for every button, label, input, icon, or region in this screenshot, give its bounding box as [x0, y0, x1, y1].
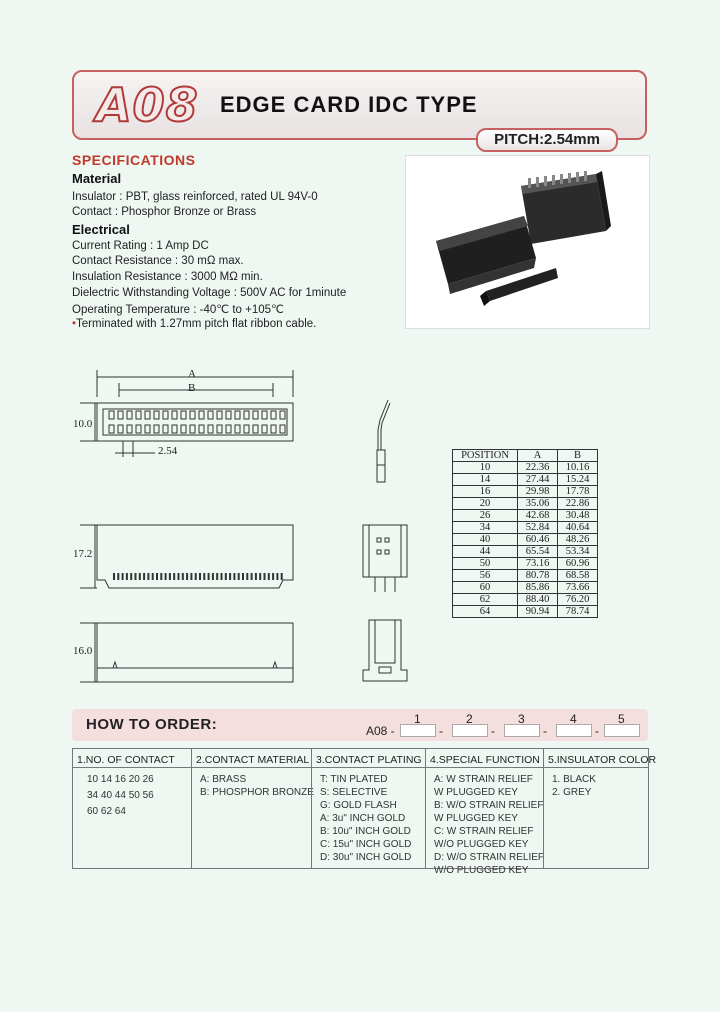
contact-slot	[271, 425, 276, 433]
contact-slot	[172, 411, 177, 419]
table-row	[453, 534, 598, 546]
contact-tine	[126, 573, 128, 580]
electrical-line: Current Rating : 1 Amp DC	[72, 240, 209, 252]
contact-slot	[226, 425, 231, 433]
contact-tine	[182, 573, 184, 580]
order-separator: -	[543, 724, 547, 738]
dimension-b-cell: 30.48	[558, 510, 598, 522]
contact-tine	[246, 573, 248, 580]
order-slot-number: 3	[518, 712, 525, 726]
contact-tine	[122, 573, 124, 580]
product-photo	[405, 155, 650, 329]
dimension-a-cell: 88.40	[518, 594, 558, 606]
order-option: W/O PLUGGED KEY	[434, 865, 529, 876]
contact-slot	[208, 411, 213, 419]
electrical-line: Contact Resistance : 30 mΩ max.	[72, 255, 244, 267]
order-slot-number: 4	[570, 712, 577, 726]
contact-slot	[163, 411, 168, 419]
contact-slot	[244, 425, 249, 433]
dimension-b-cell: 15.24	[558, 474, 598, 486]
order-option: S: SELECTIVE	[320, 787, 388, 798]
contact-slot	[136, 411, 141, 419]
contact-slot	[208, 425, 213, 433]
order-slot-number: 2	[466, 712, 473, 726]
order-option: D: 30u" INCH GOLD	[320, 852, 412, 863]
order-separator: -	[595, 724, 599, 738]
order-option: A: BRASS	[200, 774, 247, 785]
order-option: G: GOLD FLASH	[320, 800, 397, 811]
contact-tine	[199, 573, 201, 580]
order-option: C: W STRAIN RELIEF	[434, 826, 534, 837]
contact-tine	[139, 573, 141, 580]
dimension-a-cell: 22.36	[518, 462, 558, 474]
contact-slot	[136, 425, 141, 433]
contact-tine	[281, 573, 283, 580]
position-dimension-table	[452, 449, 598, 618]
order-column-heading: 1.NO. OF CONTACT	[77, 754, 175, 766]
specifications-heading: SPECIFICATIONS	[72, 152, 196, 168]
dimension-a-cell: 90.94	[518, 606, 558, 618]
contact-tine	[165, 573, 167, 580]
contact-slot	[253, 411, 258, 419]
order-separator: -	[491, 724, 495, 738]
contact-slot	[217, 425, 222, 433]
contact-slot	[154, 411, 159, 419]
position-cell: 20	[453, 498, 518, 510]
order-option: W PLUGGED KEY	[434, 813, 518, 824]
position-cell: 62	[453, 594, 518, 606]
order-separator: -	[439, 724, 443, 738]
how-to-order-title: HOW TO ORDER:	[86, 716, 218, 733]
column-header: B	[558, 450, 598, 462]
table-row	[453, 522, 598, 534]
contact-slot	[118, 411, 123, 419]
order-column-3	[311, 749, 425, 868]
contact-slot	[280, 411, 285, 419]
dimension-a-cell: 73.16	[518, 558, 558, 570]
dimension-a-cell: 42.68	[518, 510, 558, 522]
table-row	[453, 462, 598, 474]
dimension-a-cell: 52.84	[518, 522, 558, 534]
table-row	[453, 558, 598, 570]
contact-tine	[152, 573, 154, 580]
contact-tine	[272, 573, 274, 580]
contact-tine	[186, 573, 188, 580]
table-row	[453, 474, 598, 486]
contact-slot	[217, 411, 222, 419]
contact-slot	[145, 411, 150, 419]
dimension-a-cell: 60.46	[518, 534, 558, 546]
column-header: A	[518, 450, 558, 462]
contact-slot	[226, 411, 231, 419]
position-cell: 26	[453, 510, 518, 522]
contact-slot	[163, 425, 168, 433]
position-cell: 10	[453, 462, 518, 474]
contact-slot	[262, 425, 267, 433]
position-cell: 34	[453, 522, 518, 534]
dimension-b-cell: 60.96	[558, 558, 598, 570]
contact-tine	[190, 573, 192, 580]
order-column-heading: 3.CONTACT PLATING	[316, 754, 422, 766]
contact-slot	[127, 425, 132, 433]
contact-slot	[109, 425, 114, 433]
contact-tine	[169, 573, 171, 580]
contact-tine	[229, 573, 231, 580]
contact-tine	[117, 573, 119, 580]
order-option: 60 62 64	[87, 806, 126, 817]
contact-slot	[253, 425, 258, 433]
electrical-line: Dielectric Withstanding Voltage : 500V AC for 1minute	[72, 287, 347, 299]
cover-end-drawing	[355, 615, 415, 685]
contact-tine	[221, 573, 223, 580]
dimension-a-cell: 27.44	[518, 474, 558, 486]
order-option: 2. GREY	[552, 787, 592, 798]
order-option: A: 3u" INCH GOLD	[320, 813, 406, 824]
position-cell: 14	[453, 474, 518, 486]
dimension-a-cell: 85.86	[518, 582, 558, 594]
position-cell: 50	[453, 558, 518, 570]
order-option: C: 15u" INCH GOLD	[320, 839, 412, 850]
dimension-a-label: A	[188, 368, 196, 380]
dimension-16-label: 16.0	[73, 645, 93, 657]
order-option: B: 10u" INCH GOLD	[320, 826, 411, 837]
table-row	[453, 486, 598, 498]
order-column-2	[191, 749, 314, 868]
order-option: B: W/O STRAIN RELIEF	[434, 800, 544, 811]
contact-slot	[172, 425, 177, 433]
dimension-b-cell: 40.64	[558, 522, 598, 534]
contact-tine	[135, 573, 137, 580]
contact-tine	[216, 573, 218, 580]
order-slot-number: 5	[618, 712, 625, 726]
contact-tine	[238, 573, 240, 580]
contact-tine	[160, 573, 162, 580]
dimension-17-label: 17.2	[73, 548, 93, 560]
dimension-b-label: B	[188, 382, 196, 394]
position-cell: 16	[453, 486, 518, 498]
dimension-height-label: 10.0	[73, 418, 93, 430]
order-option: 10 14 16 20 26	[87, 774, 154, 785]
contact-slot	[127, 411, 132, 419]
contact-slot	[181, 411, 186, 419]
dimension-b-cell: 76.20	[558, 594, 598, 606]
order-column-heading: 5.INSULATOR COLOR	[548, 754, 657, 766]
order-option: A: W STRAIN RELIEF	[434, 774, 533, 785]
dimension-pitch-label: 2.54	[158, 445, 178, 457]
order-code-prefix: A08 -	[366, 724, 395, 738]
contact-tine	[255, 573, 257, 580]
contact-slot	[262, 411, 267, 419]
table-header-row	[453, 450, 598, 462]
series-logo: A08	[96, 78, 199, 132]
order-option: 1. BLACK	[552, 774, 596, 785]
contact-tine	[259, 573, 261, 580]
dimension-a-cell: 35.06	[518, 498, 558, 510]
table-row	[453, 498, 598, 510]
contact-tine	[268, 573, 270, 580]
contact-tine	[251, 573, 253, 580]
position-cell: 56	[453, 570, 518, 582]
order-options-table	[72, 748, 657, 876]
contact-tine	[212, 573, 214, 580]
position-cell: 64	[453, 606, 518, 618]
contact-tine	[113, 573, 115, 580]
contact-tine	[233, 573, 235, 580]
material-line: Contact : Phosphor Bronze or Brass	[72, 206, 257, 218]
order-option: T: TIN PLATED	[320, 774, 388, 785]
electrical-heading: Electrical	[72, 222, 130, 237]
position-cell: 40	[453, 534, 518, 546]
note-bullet: •	[72, 318, 77, 330]
order-column-heading: 2.CONTACT MATERIAL	[196, 754, 310, 766]
contact-tine	[225, 573, 227, 580]
contact-tine	[143, 573, 145, 580]
contact-slot	[235, 425, 240, 433]
contact-slot	[199, 411, 204, 419]
dimension-b-cell: 53.34	[558, 546, 598, 558]
dimension-b-cell: 22.86	[558, 498, 598, 510]
material-heading: Material	[72, 171, 122, 186]
side-profile-drawing	[360, 395, 400, 490]
contact-slot	[235, 411, 240, 419]
column-header: POSITION	[453, 450, 518, 462]
order-column-heading: 4.SPECIAL FUNCTION	[430, 754, 540, 766]
dimension-b-cell: 10.16	[558, 462, 598, 474]
contact-slot	[199, 425, 204, 433]
page-title: EDGE CARD IDC TYPE	[220, 92, 478, 117]
position-cell: 44	[453, 546, 518, 558]
dimension-a-cell: 80.78	[518, 570, 558, 582]
table-row	[453, 606, 598, 618]
contact-tine	[156, 573, 158, 580]
dimension-b-cell: 48.26	[558, 534, 598, 546]
contact-tine	[130, 573, 132, 580]
contact-slot	[190, 425, 195, 433]
dimension-b-cell: 17.78	[558, 486, 598, 498]
contact-tine	[147, 573, 149, 580]
table-row	[453, 582, 598, 594]
order-option: D: W/O STRAIN RELIEF	[434, 852, 545, 863]
dimension-b-cell: 78.74	[558, 606, 598, 618]
top-view-drawing	[75, 365, 305, 465]
contact-slot	[244, 411, 249, 419]
contact-slot	[109, 411, 114, 419]
electrical-line: Operating Temperature : -40℃ to +105℃	[72, 304, 284, 316]
contact-tine	[173, 573, 175, 580]
contact-slot	[154, 425, 159, 433]
contact-slot	[118, 425, 123, 433]
cable-note	[72, 318, 316, 330]
contact-slot	[181, 425, 186, 433]
order-option: W PLUGGED KEY	[434, 787, 518, 798]
contact-tine	[242, 573, 244, 580]
contact-slot	[280, 425, 285, 433]
order-column-5	[543, 749, 657, 868]
table-row	[453, 546, 598, 558]
dimension-b-cell: 73.66	[558, 582, 598, 594]
cover-view-drawing	[75, 618, 305, 690]
note-text: Terminated with 1.27mm pitch flat ribbon cable.	[76, 318, 317, 330]
front-view-drawing	[75, 520, 305, 600]
contact-tine	[203, 573, 205, 580]
end-view-drawing	[355, 520, 415, 595]
table-row	[453, 594, 598, 606]
dimension-a-cell: 65.54	[518, 546, 558, 558]
material-line: Insulator : PBT, glass reinforced, rated UL 94V-0	[72, 191, 318, 203]
table-row	[453, 510, 598, 522]
dimension-a-cell: 29.98	[518, 486, 558, 498]
position-cell: 60	[453, 582, 518, 594]
contact-tine	[276, 573, 278, 580]
order-option: 34 40 44 50 56	[87, 790, 154, 801]
order-option: W/O PLUGGED KEY	[434, 839, 529, 850]
contact-tine	[195, 573, 197, 580]
order-slot-number: 1	[414, 712, 421, 726]
contact-tine	[178, 573, 180, 580]
contact-slot	[190, 411, 195, 419]
contact-tine	[208, 573, 210, 580]
dimension-b-cell: 68.58	[558, 570, 598, 582]
contact-slot	[145, 425, 150, 433]
order-column-4	[425, 749, 545, 876]
order-column-1	[73, 749, 191, 868]
contact-slot	[271, 411, 276, 419]
order-option: B: PHOSPHOR BRONZE	[200, 787, 314, 798]
contact-tine	[264, 573, 266, 580]
electrical-line: Insulation Resistance : 3000 MΩ min.	[72, 271, 263, 283]
pitch-badge: PITCH:2.54mm	[476, 128, 618, 152]
table-row	[453, 570, 598, 582]
